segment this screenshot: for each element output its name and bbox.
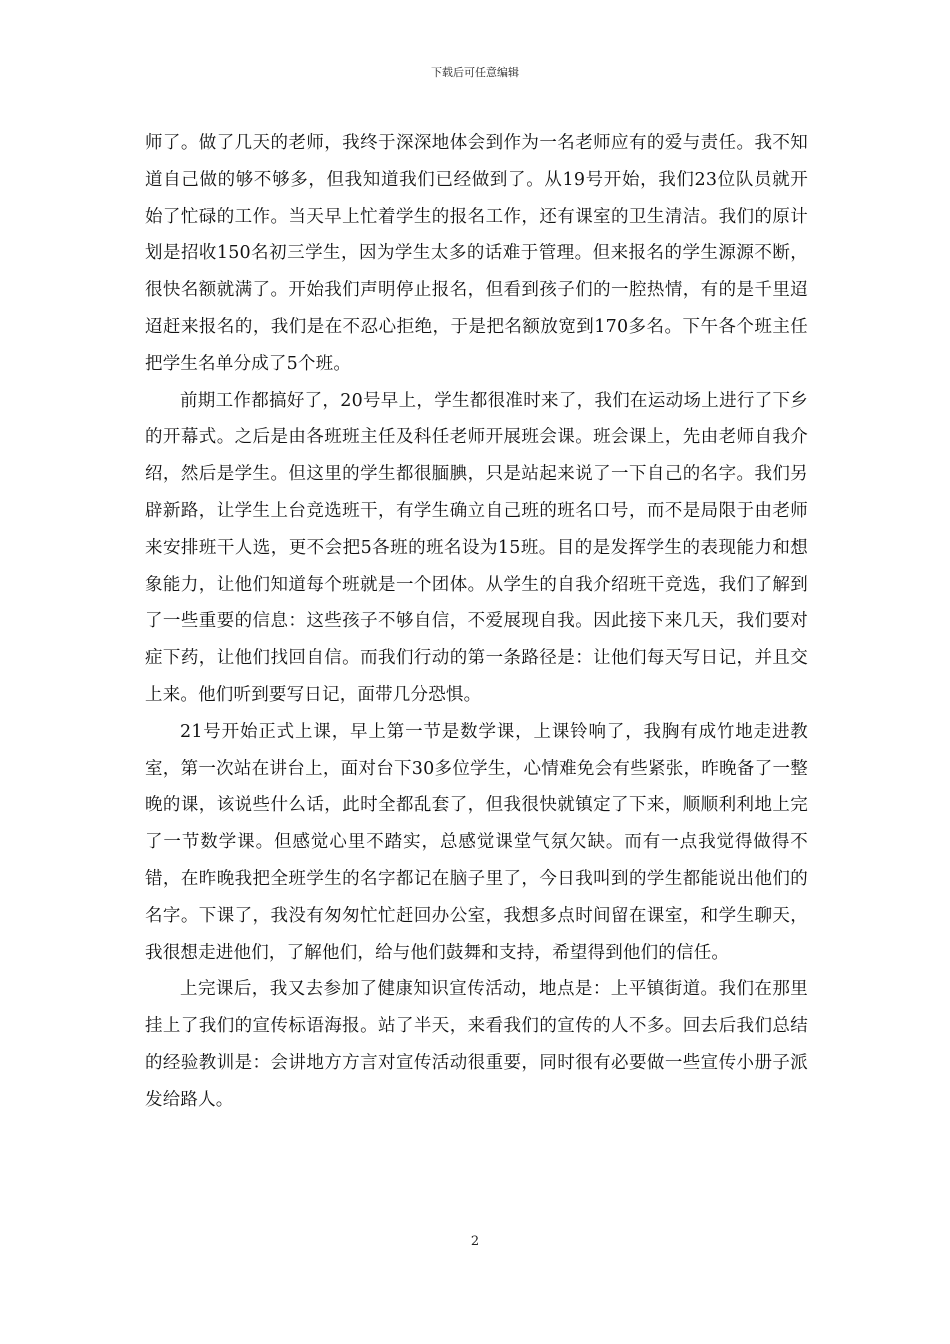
paragraph-4: 上完课后，我又去参加了健康知识宣传活动，地点是：上平镇街道。我们在那里挂上了我们的宣传标语海报。站了半天，来看我们的宣传的人不多。回去后我们总结的经验教训是：会讲地方方言对宣传活动很重要，同时很有必要做一些宣传小册子派发给路人。 [145,979,808,1110]
paragraph-1: 师了。做了几天的老师，我终于深深地体会到作为一名老师应有的爱与责任。我不知道自己做的够不够多，但我知道我们已经做到了。从19号开始，我们23位队员就开始了忙碌的工作。当天早上忙着学生的报名工作，还有课室的卫生清洁。我们的原计划是招收150名初三学生，因为学生太多的话难于管理。但来报名的学生源源不断，很快名额就满了。开始我们声明停止报名，但看到孩子们的一腔热情，有的是千里迢迢赶来报名的，我们是在不忍心拒绝，于是把名额放宽到170多名。下午各个班主任把学生名单分成了5个班。 [145,133,808,374]
page-number: 2 [470,1234,480,1249]
body-text [145,125,808,1119]
page-header: 下载后可任意编辑 [431,66,519,79]
paragraph-2: 前期工作都搞好了，20号早上，学生都很准时来了，我们在运动场上进行了下乡的开幕式。之后是由各班班主任及科任老师开展班会课。班会课上，先由老师自我介绍，然后是学生。但这里的学生都很腼腆，只是站起来说了一下自己的名字。我们另辟新路，让学生上台竞选班干，有学生确立自己班的班名口号，而不是局限于由老师来安排班干人选，更不会把5各班的班名设为15班。目的是发挥学生的表现能力和想象能力，让他们知道每个班就是一个团体。从学生的自我介绍班干竞选，我们了解到了一些重要的信息：这些孩子不够自信，不爱展现自我。因此接下来几天，我们要对症下药，让他们找回自信。而我们行动的第一条路径是：让他们每天写日记，并且交上来。他们听到要写日记，面带几分恐惧。 [145,390,808,705]
paragraph-3: 21号开始正式上课，早上第一节是数学课，上课铃响了，我胸有成竹地走进教室，第一次站在讲台上，面对台下30多位学生，心情难免会有些紧张，昨晚备了一整晚的课，该说些什么话，此时全都乱套了，但我很快就镇定了下来，顺顺利利地上完了一节数学课。但感觉心里不踏实，总感觉课堂气氛欠缺。而有一点我觉得做得不错，在昨晚我把全班学生的名字都记在脑子里了，今日我叫到的学生都能说出他们的名字。下课了，我没有匆匆忙忙赶回办公室，我想多点时间留在课室，和学生聊天，我很想走进他们，了解他们，给与他们鼓舞和支持，希望得到他们的信任。 [145,721,808,963]
